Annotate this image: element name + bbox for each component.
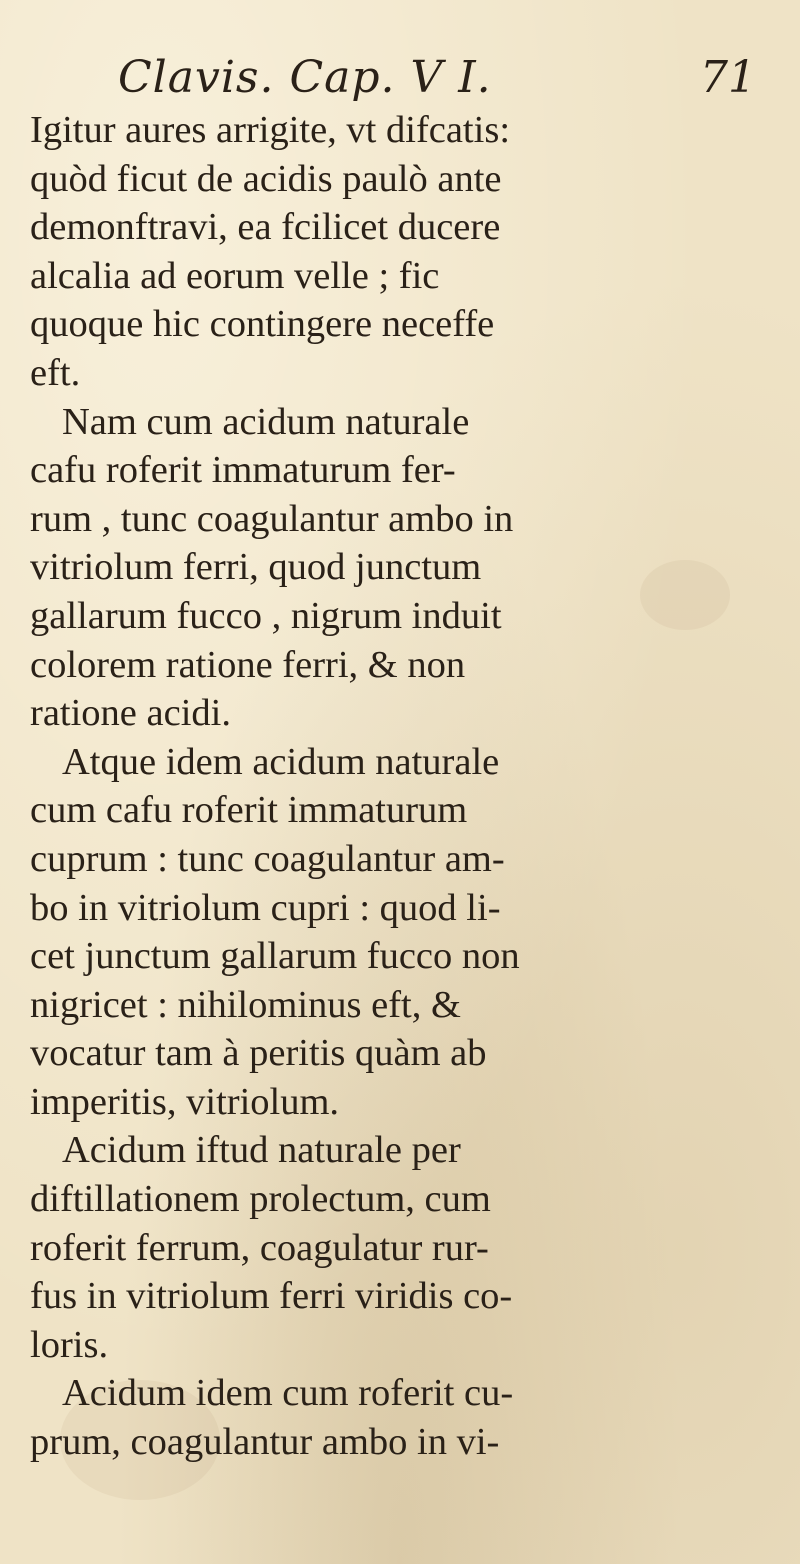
text-line: colorem ratione ferri, & non	[30, 643, 466, 686]
text-line: alcalia ad eorum velle ; fic	[30, 254, 440, 297]
text-line: vitriolum ferri, quod junctum	[30, 546, 482, 589]
text-line: nigricet : nihilominus eft, &	[30, 983, 461, 1026]
text-line: prum, coagulantur ambo in vi-	[30, 1421, 500, 1464]
text-line: rum , tunc coagulantur ambo in	[30, 497, 514, 540]
text-line: cum cafu roferit immaturum	[30, 789, 468, 832]
text-line: quoque hic contingere neceffe	[30, 303, 495, 346]
text-line: eft.	[30, 351, 81, 394]
running-head	[0, 48, 800, 108]
text-line: Acidum iftud naturale per	[62, 1129, 461, 1172]
text-line: fus in vitriolum ferri viridis co-	[30, 1275, 513, 1318]
running-head-title: Clavis. Cap. V I.	[118, 52, 492, 103]
text-line: cafu roferit immaturum fer-	[30, 449, 456, 492]
page-number: 71	[700, 52, 756, 103]
text-line: cet junctum gallarum fucco non	[30, 935, 520, 978]
text-line: Acidum idem cum roferit cu-	[62, 1372, 514, 1415]
text-line: roferit ferrum, coagulatur rur-	[30, 1226, 489, 1269]
text-line: vocatur tam à peritis quàm ab	[30, 1032, 487, 1075]
text-line: ratione acidi.	[30, 692, 231, 735]
text-line: quòd ficut de acidis paulò ante	[30, 157, 502, 200]
text-line: gallarum fucco , nigrum induit	[30, 594, 502, 637]
text-line: Nam cum acidum naturale	[62, 400, 470, 443]
text-line: cuprum : tunc coagulantur am-	[30, 837, 505, 880]
body-text	[30, 106, 790, 1467]
text-line: Atque idem acidum naturale	[62, 740, 500, 783]
text-line: imperitis, vitriolum.	[30, 1080, 340, 1123]
text-line: diftillationem prolectum, cum	[30, 1178, 491, 1221]
text-line: loris.	[30, 1323, 109, 1366]
text-line: bo in vitriolum cupri : quod li-	[30, 886, 501, 929]
text-line: Igitur aures arrigite, vt difcatis:	[30, 109, 511, 151]
text-line: demonftravi, ea fcilicet ducere	[30, 206, 501, 249]
